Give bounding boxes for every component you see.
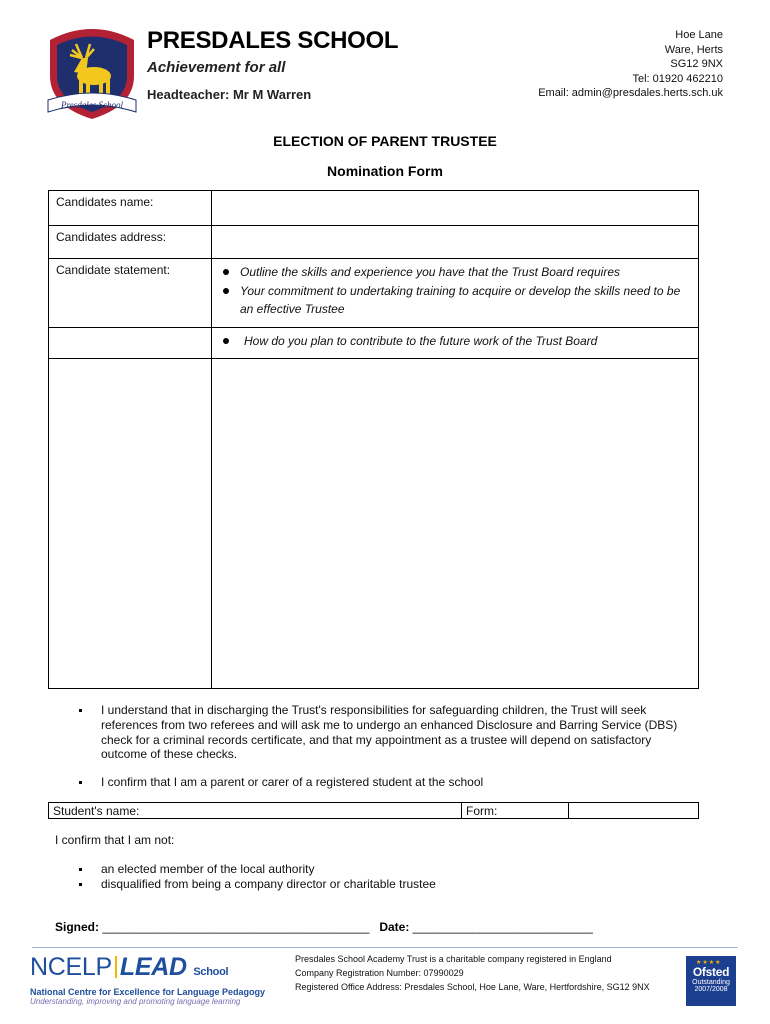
- date-label: Date:: [379, 920, 410, 934]
- bullet-icon: [223, 269, 229, 275]
- stars-icon: ★★★★: [696, 960, 722, 966]
- email-address: Email: admin@presdales.herts.sch.uk: [538, 87, 723, 100]
- student-name-field[interactable]: [49, 803, 462, 819]
- signature-field[interactable]: ________________________________________: [102, 920, 370, 934]
- school-motto: Achievement for all: [147, 59, 286, 76]
- candidate-name-field[interactable]: [212, 191, 699, 226]
- form-label-cell: [462, 803, 569, 819]
- school-crest-logo: [46, 24, 138, 120]
- ncelp-text: NCELP: [30, 953, 112, 981]
- form-subtitle: Nomination Form: [327, 163, 443, 179]
- contribution-prompt-cell: [212, 328, 699, 359]
- statement-prompt-list: [212, 259, 698, 323]
- address-line: SG12 9NX: [670, 58, 723, 71]
- candidate-address-field[interactable]: [212, 226, 699, 259]
- list-item: Your commitment to undertaking training to acquire or develop the skills need to be an effective Trustee: [222, 282, 690, 319]
- student-name-label: Student's name:: [53, 803, 140, 818]
- telephone: Tel: 01920 462210: [632, 72, 723, 85]
- ncelp-wordmark: [30, 953, 270, 986]
- footer-divider: [32, 947, 738, 948]
- parent-declaration: [101, 775, 696, 790]
- ncelp-full-name: National Centre for Excellence for Language Pedagogy: [30, 987, 266, 997]
- registration-number: Company Registration Number: 07990029: [295, 968, 464, 978]
- signature-row: [55, 920, 593, 934]
- confirm-not-list: [101, 862, 661, 892]
- contribution-prompt-list: [212, 328, 698, 355]
- empty-label-cell: [49, 328, 212, 359]
- address-line: Hoe Lane: [675, 29, 723, 41]
- confirm-not-intro: I confirm that I am not:: [55, 833, 175, 847]
- signed-label: Signed:: [55, 920, 99, 934]
- list-item: I understand that in discharging the Trust's responsibilities for safeguarding children, the Trust will seek references from two referees and will ask me to undergo an enhanced Disclosure and Barring Service (DBS) check for a criminal records certificate, and that my appointment as a trustee will depend on satisfactory outcome of these checks.: [101, 703, 696, 762]
- bullet-icon: [223, 338, 229, 344]
- ofsted-outstanding-badge: [686, 956, 736, 1006]
- nomination-table: [48, 190, 699, 689]
- candidate-address-label: Candidates address:: [49, 226, 212, 259]
- trust-line: Presdales School Academy Trust is a charitable company registered in England: [295, 954, 612, 964]
- student-details-table: [48, 802, 699, 819]
- crest-banner-text: Presdales School: [61, 100, 123, 110]
- list-item: an elected member of the local authority: [101, 862, 661, 877]
- trust-registration-info: [295, 952, 650, 994]
- list-item: Outline the skills and experience you have that the Trust Board requires: [222, 263, 690, 282]
- bullet-icon: [223, 288, 229, 294]
- safeguarding-declaration: [101, 703, 696, 762]
- form-label: Form:: [466, 803, 498, 818]
- statement-answer-field[interactable]: [212, 359, 699, 689]
- ncelp-lead-school-logo: [30, 953, 270, 1006]
- list-item: How do you plan to contribute to the future work of the Trust Board: [222, 332, 690, 351]
- bullet-icon: [79, 868, 82, 871]
- candidate-statement-label: Candidate statement:: [49, 259, 212, 328]
- statement-side-cell: [49, 359, 212, 689]
- form-title: ELECTION OF PARENT TRUSTEE: [273, 133, 497, 149]
- registered-office: Registered Office Address: Presdales School, Hoe Lane, Ware, Hertfordshire, SG12 9NX: [295, 982, 650, 992]
- candidate-name-label: Candidates name:: [49, 191, 212, 226]
- form-field[interactable]: [569, 803, 699, 819]
- bullet-icon: [79, 781, 82, 784]
- headteacher-name: Headteacher: Mr M Warren: [147, 87, 312, 102]
- bullet-icon: [79, 709, 82, 712]
- school-address-block: [538, 28, 723, 101]
- lead-text: LEAD: [119, 953, 187, 981]
- ncelp-tagline: Understanding, improving and promoting language learning: [30, 997, 241, 1006]
- ofsted-grade: Outstanding: [692, 979, 730, 986]
- ofsted-years: 2007/2008: [694, 986, 728, 993]
- school-text: School: [193, 966, 229, 978]
- ofsted-name: Ofsted: [692, 965, 730, 979]
- bullet-icon: [79, 883, 82, 886]
- school-name: PRESDALES SCHOOL: [147, 27, 399, 54]
- logo-divider: [115, 956, 117, 978]
- list-item: disqualified from being a company director or charitable trustee: [101, 877, 661, 892]
- statement-prompts-cell: [212, 259, 699, 328]
- date-field[interactable]: ___________________________: [412, 920, 593, 934]
- address-line: Ware, Herts: [664, 43, 723, 56]
- list-item: I confirm that I am a parent or carer of a registered student at the school: [101, 775, 696, 790]
